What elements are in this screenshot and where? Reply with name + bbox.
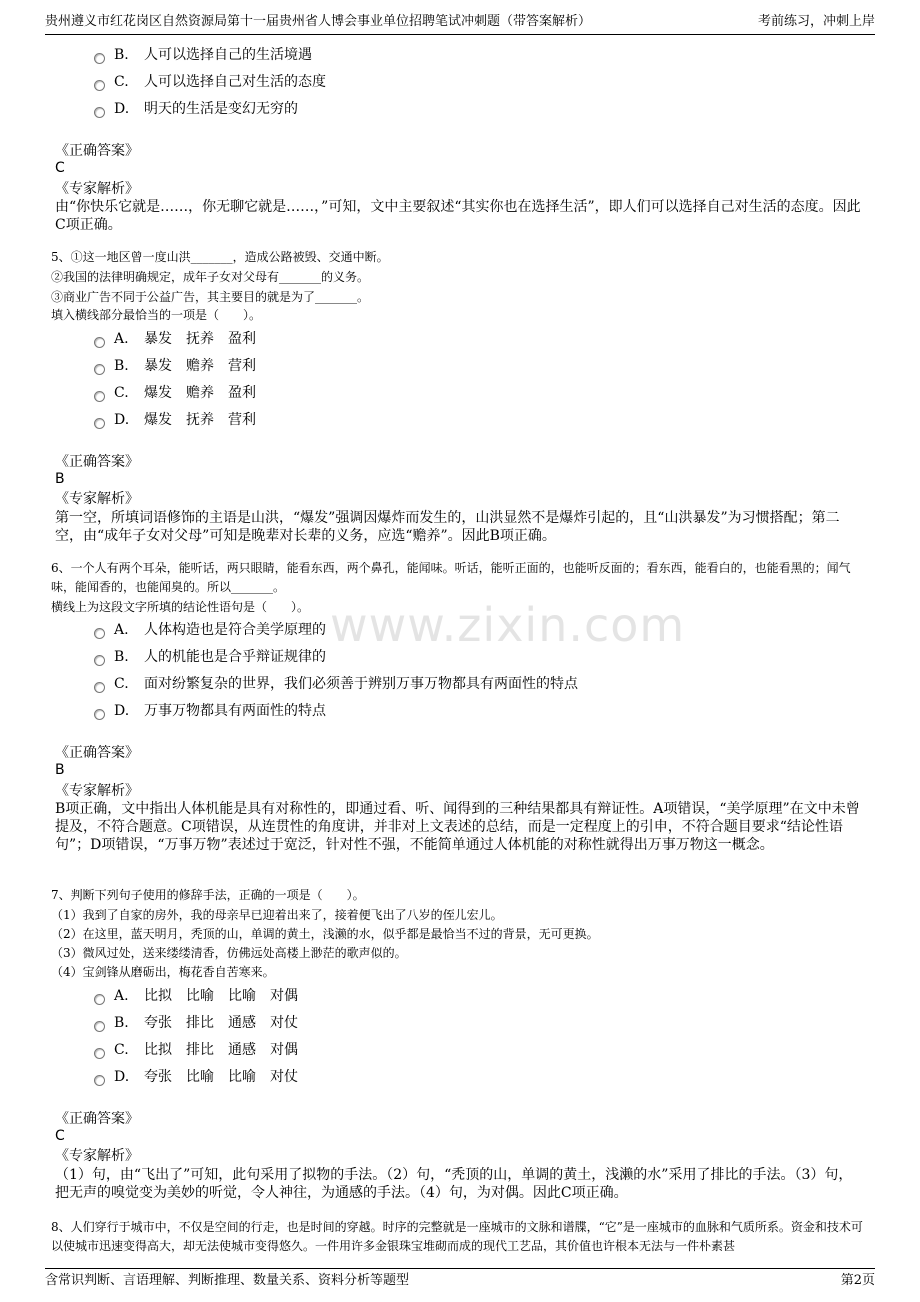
q6-answer-label: 《正确答案》 — [55, 745, 139, 761]
q5-line-3: ③商业广告不同于公益广告，其主要目的就是为了_______。 — [51, 290, 370, 304]
q5-line-2: ②我国的法律明确规定，成年子女对父母有_______的义务。 — [51, 270, 370, 284]
page-footer — [45, 1268, 875, 1293]
radio-icon[interactable] — [94, 80, 105, 91]
q7-sentence-1: （1）我到了自家的房外，我的母亲早已迎着出来了，接着便飞出了八岁的侄儿宏儿。 — [51, 908, 503, 922]
radio-icon[interactable] — [94, 709, 105, 720]
q5-answer: B — [55, 471, 65, 487]
q5-option-a[interactable]: A. 暴发 抚养 盈利 — [94, 329, 256, 349]
radio-icon[interactable] — [94, 1021, 105, 1032]
radio-icon[interactable] — [94, 337, 105, 348]
radio-icon[interactable] — [94, 53, 105, 64]
q7-analysis: （1）句，由“飞出了”可知，此句采用了拟物的手法。（2）句，“秃顶的山，单调的黄土，浅濑的水”采用了排比的手法。（3）句，把无声的嗅觉变为美妙的听觉，令人神往，为通感的手法。（4）句，为对偶。因此C项正确。 — [55, 1167, 853, 1201]
q6-option-d[interactable]: D. 万事万物都具有两面性的特点 — [94, 701, 326, 721]
q6-stem: 6、一个人有两个耳朵，能听话，两只眼睛，能看东西，两个鼻孔，能闻味。听话，能听正面的，也能听反面的；看东西，能看白的，也能看黑的；闻气味，能闻香的，也能闻臭的。所以_______。 — [51, 561, 851, 594]
q5-prompt: 填入横线部分最恰当的一项是（ ）。 — [51, 308, 262, 322]
q5-answer-label: 《正确答案》 — [55, 454, 139, 470]
radio-icon[interactable] — [94, 994, 105, 1005]
radio-icon[interactable] — [94, 682, 105, 693]
q7-sentence-4: （4）宝剑锋从磨砺出，梅花香自苦寒来。 — [51, 965, 275, 979]
q7-sentence-2: （2）在这里，蓝天明月，秃顶的山，单调的黄土，浅濑的水，似乎都是最恰当不过的背景，无可更换。 — [51, 927, 599, 941]
q6-analysis: B项正确，文中指出人体机能是具有对称性的，即通过看、听、闻得到的三种结果都具有辩证性。A项错误，“美学原理”在文中未曾提及，不符合题意。C项错误，从连贯性的角度讲，并非对上文表述的总结，而是一定程度上的引申，不符合题目要求“结论性语句”；D项错误，“万事万物”表述过于宽泛，针对性不强，不能简单通过人体机能的对称性就得出万事万物这一概念。 — [55, 801, 860, 853]
q6-prompt: 横线上为这段文字所填的结论性语句是（ ）。 — [51, 600, 310, 614]
radio-icon[interactable] — [94, 391, 105, 402]
q7-sentence-3: （3）微风过处，送来缕缕清香，仿佛远处高楼上渺茫的歌声似的。 — [51, 946, 407, 960]
q7-analysis-label: 《专家解析》 — [55, 1148, 139, 1164]
q5-analysis: 第一空，所填词语修饰的主语是山洪，“爆发”强调因爆炸而发生的，山洪显然不是爆炸引起的，且“山洪暴发”为习惯搭配；第二空，由“成年子女对父母”可知是晚辈对长辈的义务，应选“赡养”。因此B项正确。 — [55, 510, 840, 544]
radio-icon[interactable] — [94, 1048, 105, 1059]
q4-analysis: 由“你快乐它就是……，你无聊它就是……，”可知，文中主要叙述“其实你也在选择生活”，即人们可以选择自己对生活的态度。因此C项正确。 — [55, 199, 861, 233]
q7-answer-label: 《正确答案》 — [55, 1111, 139, 1127]
q4-option-d[interactable]: D. 明天的生活是变幻无穷的 — [94, 99, 298, 119]
radio-icon[interactable] — [94, 1075, 105, 1086]
q7-stem: 7、判断下列句子使用的修辞手法，正确的一项是（ ）。 — [51, 888, 365, 902]
q5-line-1: 5、①这一地区曾一度山洪_______，造成公路被毁、交通中断。 — [51, 250, 389, 264]
radio-icon[interactable] — [94, 418, 105, 429]
q8-stem: 8、人们穿行于城市中，不仅是空间的行走，也是时间的穿越。时序的完整就是一座城市的文脉和谱牒，“它”是一座城市的血脉和气质所系。资金和技术可以使城市迅速变得高大，却无法使城市变得悠久。一件用许多金银珠宝堆砌而成的现代工艺品，其价值也许根本无法与一件朴素甚 — [51, 1220, 863, 1253]
q4-analysis-label: 《专家解析》 — [55, 181, 139, 197]
q4-option-b[interactable]: B. 人可以选择自己的生活境遇 — [94, 45, 312, 65]
radio-icon[interactable] — [94, 655, 105, 666]
q4-answer: C — [55, 160, 65, 176]
watermark: www.zixin.com — [330, 598, 686, 652]
q6-option-c[interactable]: C. 面对纷繁复杂的世界，我们必须善于辨别万事万物都具有两面性的特点 — [94, 674, 578, 694]
q6-answer: B — [55, 762, 65, 778]
q6-option-a[interactable]: A. 人体构造也是符合美学原理的 — [94, 620, 326, 640]
q7-option-c[interactable]: C. 比拟 排比 通感 对偶 — [94, 1040, 298, 1060]
page-header — [45, 10, 875, 35]
footer-question-types: 含常识判断、言语理解、判断推理、数量关系、资料分析等题型 — [45, 1273, 410, 1288]
q4-answer-label: 《正确答案》 — [55, 143, 139, 159]
q5-analysis-label: 《专家解析》 — [55, 491, 139, 507]
radio-icon[interactable] — [94, 107, 105, 118]
q5-option-c[interactable]: C. 爆发 赡养 盈利 — [94, 383, 256, 403]
header-slogan: 考前练习，冲刺上岸 — [757, 14, 875, 29]
q7-option-a[interactable]: A. 比拟 比喻 比喻 对偶 — [94, 986, 298, 1006]
radio-icon[interactable] — [94, 628, 105, 639]
q6-option-b[interactable]: B. 人的机能也是合乎辩证规律的 — [94, 647, 326, 667]
q5-option-d[interactable]: D. 爆发 抚养 营利 — [94, 410, 256, 430]
q6-analysis-label: 《专家解析》 — [55, 783, 139, 799]
q7-option-b[interactable]: B. 夸张 排比 通感 对仗 — [94, 1013, 298, 1033]
radio-icon[interactable] — [94, 364, 105, 375]
q7-option-d[interactable]: D. 夸张 比喻 比喻 对仗 — [94, 1067, 298, 1087]
q4-option-c[interactable]: C. 人可以选择自己对生活的态度 — [94, 72, 326, 92]
q5-option-b[interactable]: B. 暴发 赡养 营利 — [94, 356, 256, 376]
q7-answer: C — [55, 1128, 65, 1144]
page-number: 第2页 — [840, 1273, 875, 1288]
document-title: 贵州遵义市红花岗区自然资源局第十一届贵州省人博会事业单位招聘笔试冲刺题（带答案解析） — [45, 14, 592, 29]
